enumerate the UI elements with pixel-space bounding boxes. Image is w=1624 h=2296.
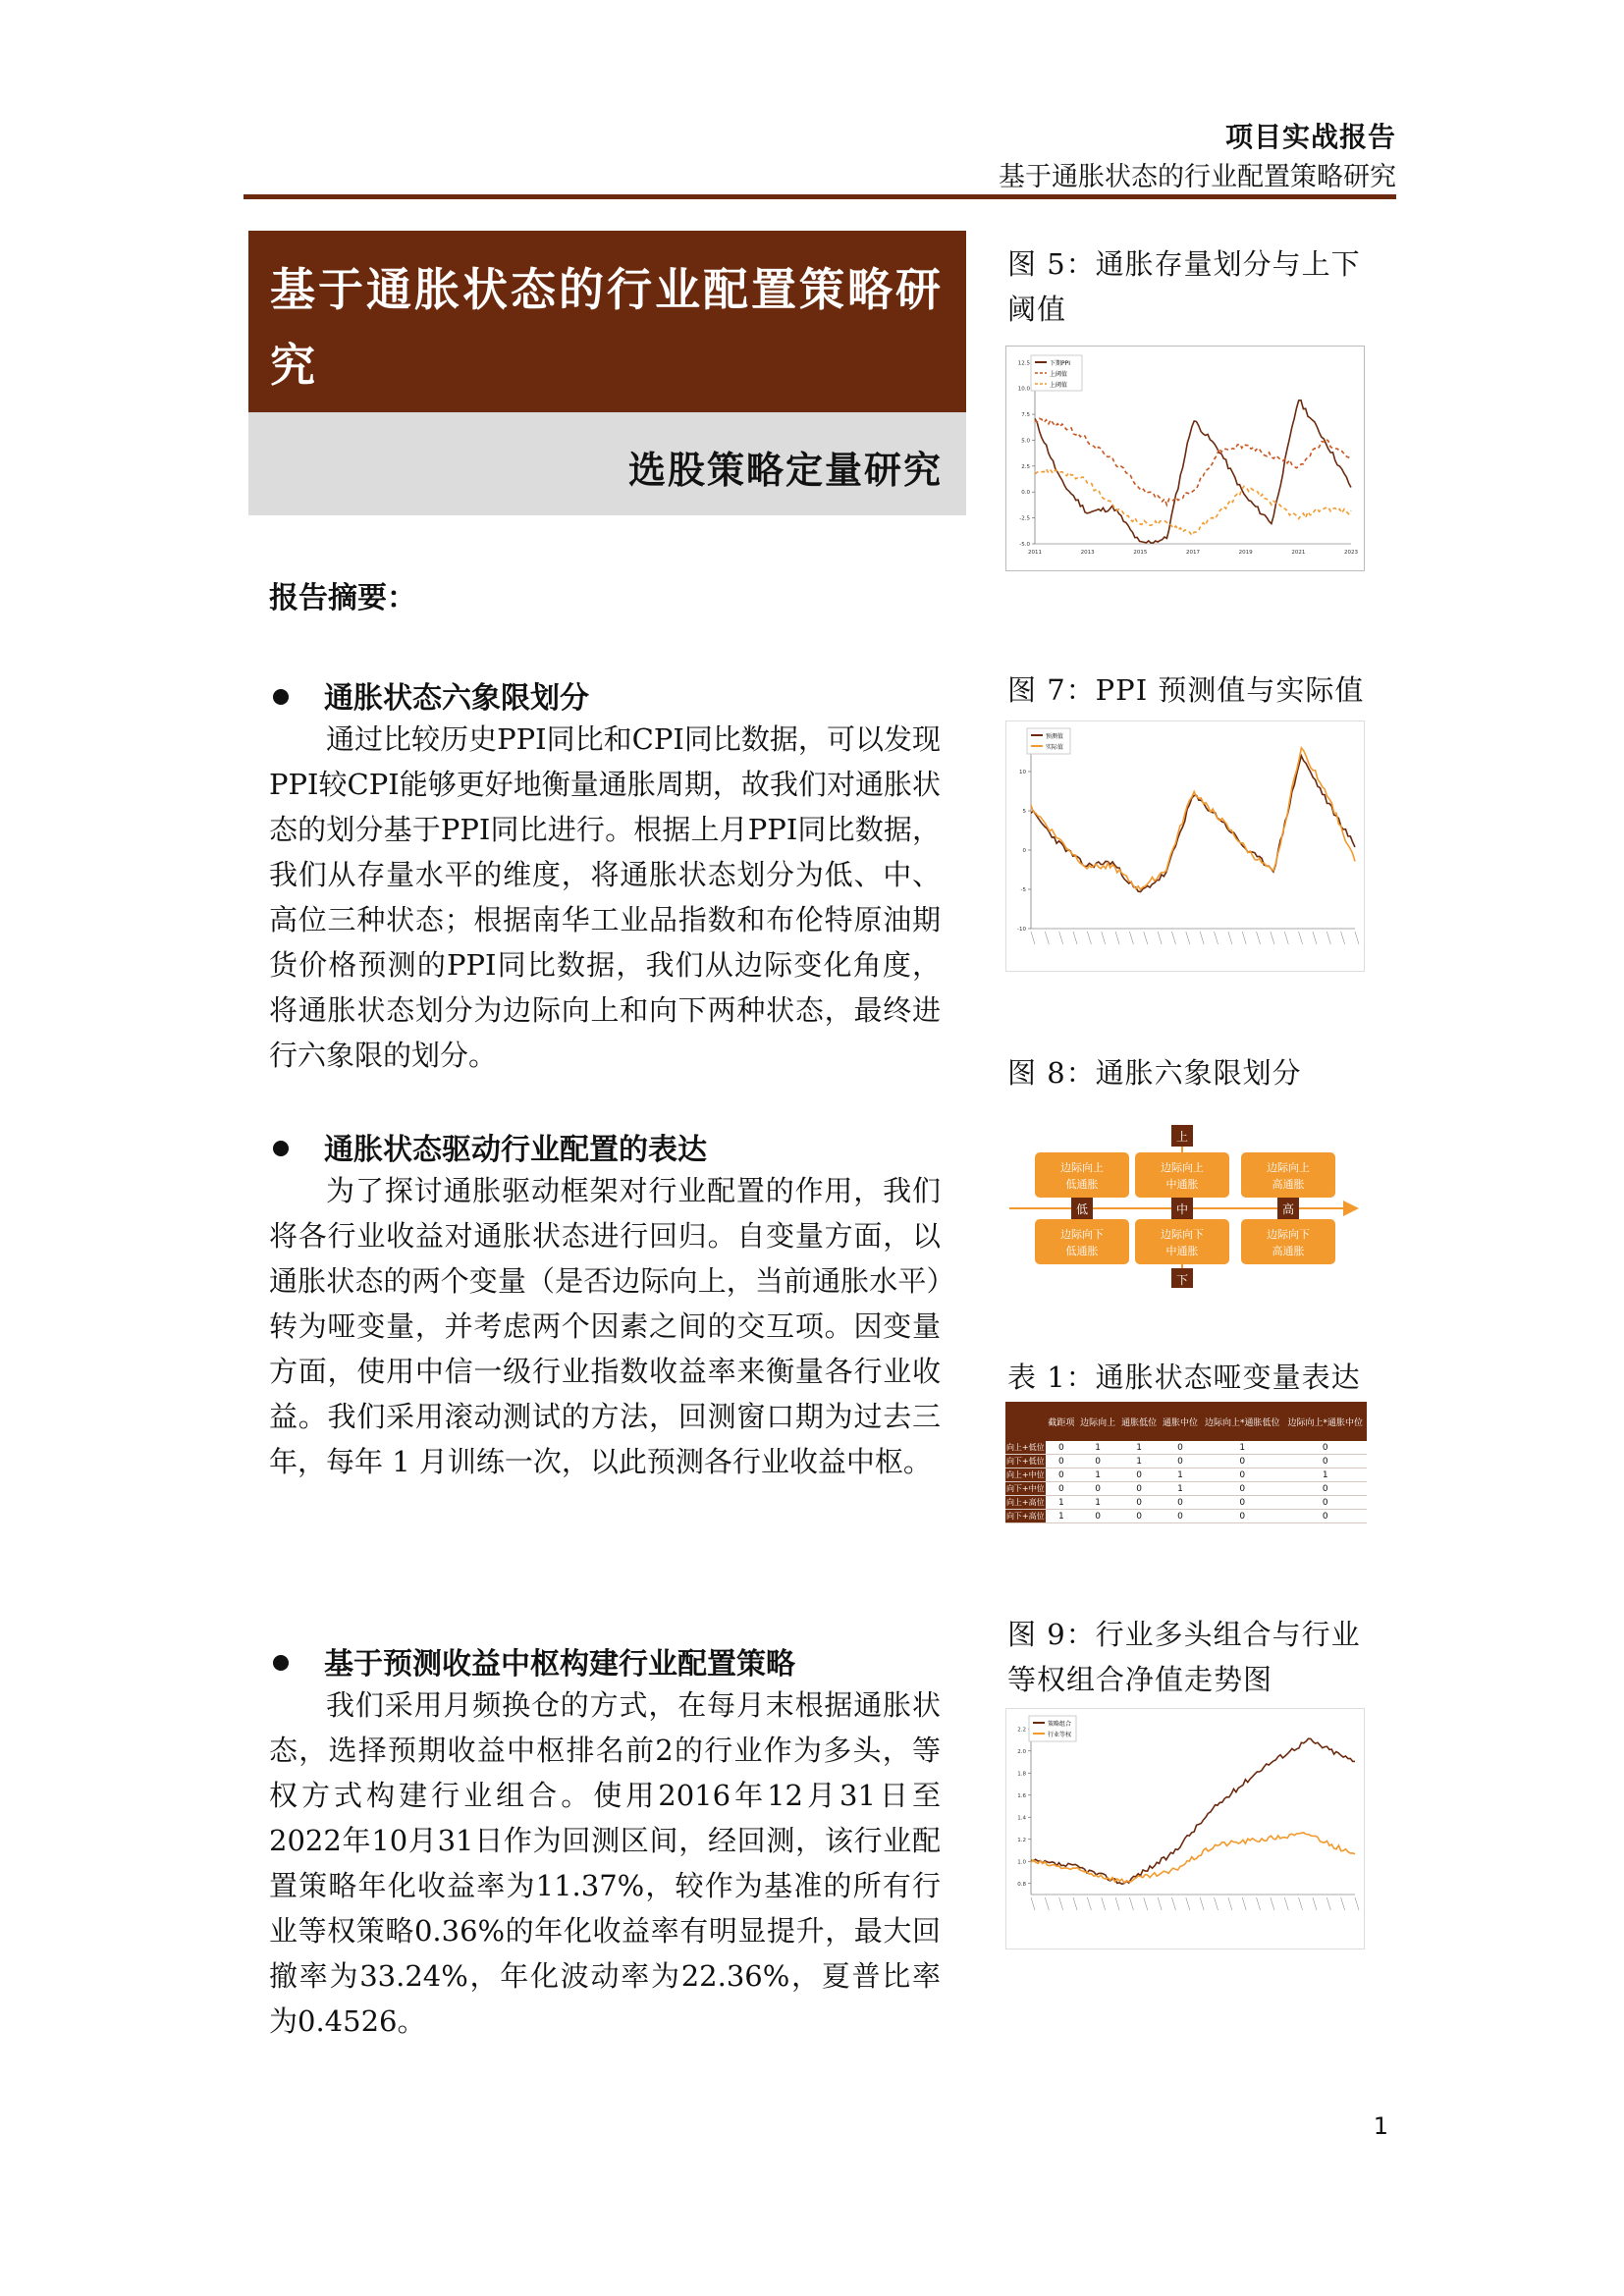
table-cell: 0 — [1046, 1441, 1078, 1455]
figure-8 — [1005, 1121, 1365, 1292]
y-tick-label: 5.0 — [1021, 438, 1030, 445]
table-cell: 向上+低位 — [1005, 1441, 1046, 1455]
quadrant-label: 边际向上 — [1161, 1161, 1204, 1174]
table-cell: 1 — [1077, 1468, 1118, 1482]
table-header-cell — [1005, 1402, 1046, 1441]
y-tick-label: 1.0 — [1017, 1859, 1026, 1866]
table-cell: 向下+中位 — [1005, 1482, 1046, 1496]
table-cell: 0 — [1046, 1482, 1078, 1496]
chart-fig9 — [1005, 1708, 1365, 1949]
table-cell: 0 — [1201, 1482, 1283, 1496]
x-tick-label: 2013 — [1080, 550, 1095, 556]
y-tick-label: 2.2 — [1017, 1727, 1026, 1734]
six-quadrant-diagram — [1005, 1121, 1365, 1288]
table-cell: 0 — [1201, 1455, 1283, 1468]
legend-label: 策略组合 — [1048, 1721, 1072, 1728]
svg-text:中通胀: 中通胀 — [1165, 1178, 1199, 1191]
svg-text:低通胀: 低通胀 — [1065, 1178, 1099, 1191]
y-tick-label: 2.0 — [1017, 1748, 1026, 1755]
table-cell: 0 — [1283, 1441, 1367, 1455]
page-title: 基于通胀状态的行业配置策略研究 — [270, 263, 944, 392]
quadrant-label: 边际向上 — [1267, 1161, 1310, 1174]
table-cell: 1 — [1118, 1455, 1160, 1468]
report-subtitle: 基于通胀状态的行业配置策略研究 — [999, 162, 1396, 192]
table-cell: 0 — [1046, 1455, 1078, 1468]
y-tick-label: 0.0 — [1021, 490, 1030, 497]
quadrant-cell — [1035, 1219, 1129, 1264]
table-1 — [1005, 1402, 1367, 1523]
table-cell: 0 — [1283, 1510, 1367, 1523]
figure-5 — [1005, 346, 1365, 575]
title-box — [248, 231, 966, 412]
quadrant-label: 边际向下 — [1161, 1228, 1204, 1241]
section-body: 我们采用月频换仓的方式，在每月末根据通胀状态，选择预期收益中枢排名前2的行业作为多头，等权方式构建行业组合。使用2016年12月31日至2022年10月31日作为回测区间，经回测，该行业配置策略年化收益率为11.37%，较作为基准的所有行业等权策略0.36%的年化收益率有明显提升，最大回撤率为33.24%，年化波动率为22.36%，夏普比率为0.4526。 — [269, 1688, 941, 2038]
legend-label: 预测值 — [1046, 733, 1064, 740]
table-cell: 0 — [1283, 1482, 1367, 1496]
table-cell: 0 — [1077, 1455, 1118, 1468]
x-tick-label: 2011 — [1028, 550, 1042, 556]
legend-label: 上阈值 — [1050, 371, 1068, 378]
y-tick-label: 7.5 — [1021, 412, 1030, 419]
x-tick-label: 2017 — [1186, 550, 1200, 556]
section-heading: 通胀状态驱动行业配置的表达 — [273, 1125, 707, 1168]
svg-text:中通胀: 中通胀 — [1165, 1245, 1199, 1257]
page-number: 1 — [1373, 2112, 1388, 2140]
table-cell: 0 — [1201, 1468, 1283, 1482]
y-tick-label: 1.2 — [1017, 1837, 1026, 1843]
y-tick-label: 12.5 — [1017, 360, 1030, 367]
table-cell: 0 — [1118, 1496, 1160, 1510]
table-header-cell: 通胀中位 — [1160, 1402, 1201, 1441]
table-cell: 0 — [1046, 1468, 1078, 1482]
table-header-cell: 边际向上*通胀中位 — [1283, 1402, 1367, 1441]
y-tick-label: 0 — [1022, 848, 1026, 854]
section-body: 通过比较历史PPI同比和CPI同比数据，可以发现PPI较CPI能够更好地衡量通胀周期，故我们对通胀状态的划分基于PPI同比进行。根据上月PPI同比数据，我们从存量水平的维度，将通胀状态划分为低、中、高位三种状态；根据南华工业品指数和布伦特原油期货价格预测的PPI同比数据，我们从边际变化角度，将通胀状态划分为边际向上和向下两种状态，最终进行六象限的划分。 — [269, 722, 941, 1072]
figure-7 — [1005, 721, 1365, 976]
y-tick-label: 0.8 — [1017, 1881, 1026, 1888]
quadrant-cell — [1241, 1219, 1335, 1264]
table-cell: 1 — [1118, 1441, 1160, 1455]
table-cell: 1 — [1160, 1482, 1201, 1496]
quadrant-label: 边际向上 — [1060, 1161, 1104, 1174]
x-tick-label: 2023 — [1344, 550, 1358, 556]
table-header-cell: 边际向上*通胀低位 — [1201, 1402, 1283, 1441]
section-body: 为了探讨通胀驱动框架对行业配置的作用，我们将各行业收益对通胀状态进行回归。自变量方面，以通胀状态的两个变量（是否边际向上，当前通胀水平）转为哑变量，并考虑两个因素之间的交互项。因变量方面，使用中信一级行业指数收益率来衡量各行业收益。我们采用滚动测试的方法，回测窗口期为过去三年，每年 1 月训练一次，以此预测各行业收益中枢。 — [269, 1174, 941, 1478]
table-header-cell: 截距项 — [1046, 1402, 1078, 1441]
legend-label: 行业等权 — [1048, 1732, 1072, 1738]
figure-caption: 图 9：行业多头组合与行业等权组合净值走势图 — [1007, 1618, 1361, 1696]
table-cell: 0 — [1160, 1510, 1201, 1523]
table-header-cell: 通胀低位 — [1118, 1402, 1160, 1441]
table-cell: 0 — [1118, 1510, 1160, 1523]
table-cell: 0 — [1201, 1496, 1283, 1510]
table-cell: 向下+低位 — [1005, 1455, 1046, 1468]
table-row — [1005, 1510, 1367, 1523]
quadrant-cell — [1035, 1152, 1129, 1198]
table-cell: 1 — [1077, 1496, 1118, 1510]
dummy-variable-table — [1005, 1402, 1367, 1523]
x-tick-label: 2019 — [1238, 550, 1253, 556]
table-row — [1005, 1455, 1367, 1468]
axis-label-down: 下 — [1175, 1273, 1189, 1287]
table-cell: 0 — [1283, 1496, 1367, 1510]
bullet-icon — [273, 689, 289, 705]
bullet-icon — [273, 1655, 289, 1671]
table-cell: 0 — [1118, 1482, 1160, 1496]
chart-fig5 — [1005, 346, 1365, 571]
y-tick-label: -5 — [1020, 887, 1026, 893]
quadrant-cell — [1135, 1219, 1229, 1264]
y-tick-label: 5 — [1022, 809, 1026, 815]
table-row — [1005, 1496, 1367, 1510]
axis-label-up: 上 — [1175, 1130, 1189, 1144]
table-cell: 1 — [1160, 1468, 1201, 1482]
legend-label: 实际值 — [1046, 744, 1064, 751]
table-cell: 0 — [1118, 1468, 1160, 1482]
bullet-icon — [273, 1141, 289, 1156]
chart-frame — [1006, 1709, 1365, 1949]
y-tick-label: 1.8 — [1017, 1771, 1026, 1778]
quadrant-label: 边际向下 — [1267, 1228, 1310, 1241]
y-tick-label: 1.4 — [1017, 1815, 1026, 1822]
header-rule — [244, 194, 1396, 199]
abstract-heading: 报告摘要： — [269, 581, 416, 615]
svg-text:低通胀: 低通胀 — [1065, 1245, 1099, 1257]
figure-caption: 图 8：通胀六象限划分 — [1007, 1056, 1302, 1090]
table-cell: 1 — [1046, 1496, 1078, 1510]
table-cell: 向上+中位 — [1005, 1468, 1046, 1482]
quadrant-cell — [1135, 1152, 1229, 1198]
section-heading: 通胀状态六象限划分 — [273, 673, 589, 717]
table-cell: 0 — [1201, 1510, 1283, 1523]
axis-label-low: 低 — [1075, 1202, 1089, 1216]
table-row — [1005, 1468, 1367, 1482]
x-tick-label: 2021 — [1291, 550, 1306, 556]
table-cell: 1 — [1201, 1441, 1283, 1455]
quadrant-label: 边际向下 — [1060, 1228, 1104, 1241]
axis-label-high: 高 — [1281, 1202, 1295, 1216]
legend-label: 下期PPI — [1050, 360, 1071, 367]
table-cell: 0 — [1160, 1455, 1201, 1468]
report-category: 选股策略定量研究 — [627, 448, 943, 492]
table-cell: 向下+高位 — [1005, 1510, 1046, 1523]
figure-caption: 图 7：PPI 预测值与实际值 — [1007, 673, 1365, 707]
quadrant-cell — [1241, 1152, 1335, 1198]
y-tick-label: -2.5 — [1019, 515, 1030, 522]
figure-9 — [1005, 1708, 1365, 1953]
table-cell: 0 — [1160, 1496, 1201, 1510]
table-cell: 1 — [1077, 1441, 1118, 1455]
y-tick-label: -10 — [1017, 927, 1026, 933]
legend-label: 上阈值 — [1050, 382, 1068, 389]
table-cell: 向上+高位 — [1005, 1496, 1046, 1510]
table-cell: 1 — [1046, 1510, 1078, 1523]
axis-label-mid: 中 — [1175, 1202, 1189, 1216]
y-tick-label: 2.5 — [1021, 463, 1030, 470]
svg-text:高通胀: 高通胀 — [1272, 1245, 1305, 1257]
report-type: 项目实战报告 — [1224, 121, 1396, 153]
chart-fig7 — [1005, 721, 1365, 972]
category-box — [248, 412, 966, 515]
x-tick-label: 2015 — [1133, 550, 1148, 556]
y-tick-label: 10.0 — [1017, 386, 1030, 393]
table-cell: 0 — [1077, 1482, 1118, 1496]
table-cell: 0 — [1283, 1455, 1367, 1468]
table-cell: 1 — [1283, 1468, 1367, 1482]
y-tick-label: 1.6 — [1017, 1792, 1026, 1799]
section-heading: 基于预测收益中枢构建行业配置策略 — [273, 1639, 795, 1682]
table-cell: 0 — [1077, 1510, 1118, 1523]
figure-caption: 图 5：通胀存量划分与上下阈值 — [1007, 247, 1361, 326]
table-caption: 表 1：通胀状态哑变量表达 — [1007, 1361, 1361, 1394]
table-row — [1005, 1482, 1367, 1496]
y-tick-label: -5.0 — [1019, 542, 1030, 548]
table-header-cell: 边际向上 — [1077, 1402, 1118, 1441]
svg-text:高通胀: 高通胀 — [1272, 1178, 1305, 1191]
table-row — [1005, 1441, 1367, 1455]
table-cell: 0 — [1160, 1441, 1201, 1455]
y-tick-label: 10 — [1019, 770, 1026, 775]
